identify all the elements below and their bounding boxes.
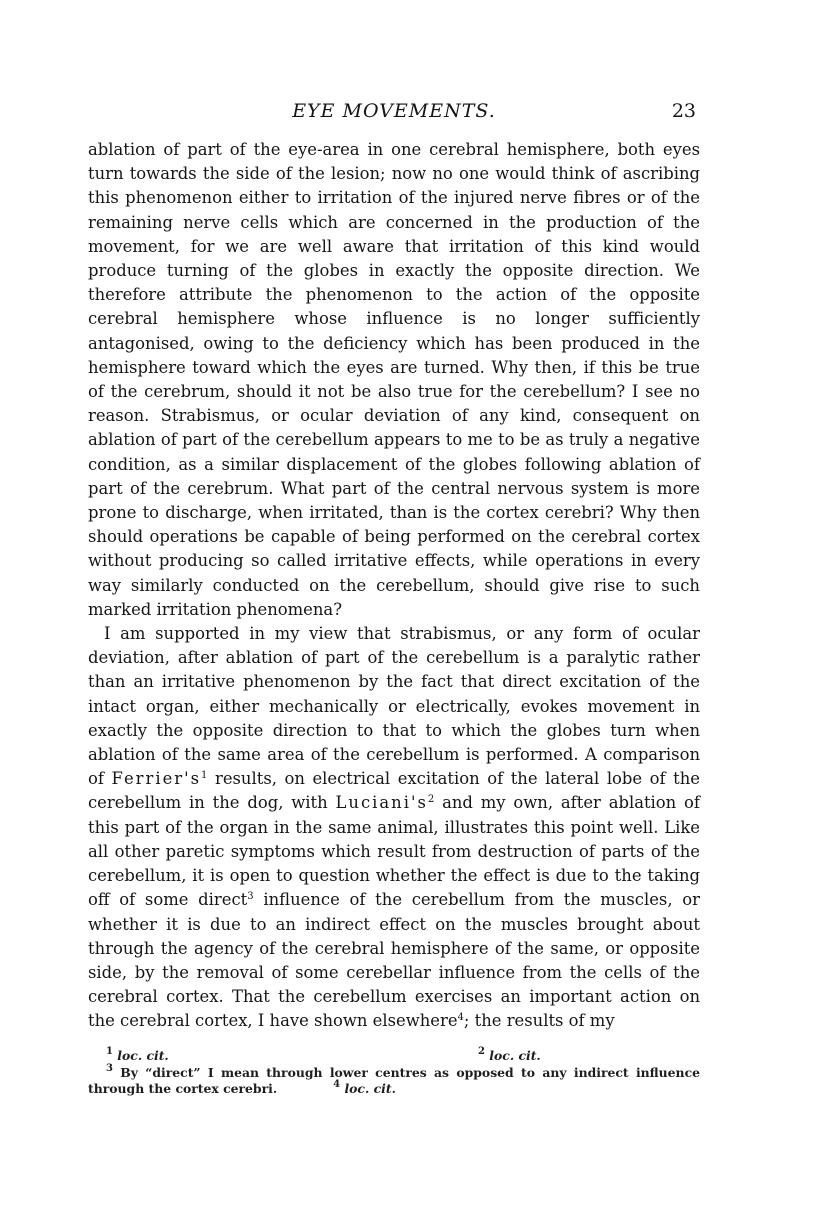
- footnote-ref-3: 3: [247, 891, 254, 903]
- author-ferrier: Ferrier's: [111, 769, 202, 789]
- footnote-marker-4: 4: [333, 1078, 341, 1090]
- running-title: EYE MOVEMENTS.: [292, 100, 496, 122]
- footnote-marker-2: 2: [478, 1045, 485, 1057]
- paragraph-2: [88, 622, 700, 1033]
- footnote-marker-1: 1: [106, 1045, 113, 1057]
- footnote-2-text: loc. cit.: [489, 1047, 541, 1063]
- footnote-ref-2: 2: [427, 794, 435, 806]
- paragraph-2-text-2: results, on electrical excitation of the lateral lobe of the cerebellum in the dog, with: [88, 769, 700, 813]
- footnote-3: [88, 1062, 700, 1097]
- footnote-4: [333, 1078, 396, 1096]
- page-number: 23: [671, 100, 696, 122]
- footnote-1: [106, 1045, 169, 1064]
- paragraph-2-text-5: ; the results of my: [463, 1011, 615, 1031]
- running-head: [88, 96, 700, 126]
- footnote-2: [478, 1045, 541, 1064]
- paragraph-2-text-4: influence of the cerebellum from the muscles, or whether it is due to an indirect effect on the muscles brought about through the agency of the cerebral hemisphere of the same, or opposite side, by the removal of some cerebellar influence from the cells of the cerebral cortex. That the cerebellum exercises an important action on the cerebral cortex, I have shown elsewhere: [88, 890, 700, 1031]
- footnote-4-text: loc. cit.: [344, 1080, 396, 1096]
- footnote-3-text: By “direct” I mean through lower centres as opposed to any indirect influence through the cortex cerebri.: [88, 1064, 700, 1096]
- body-text: [88, 138, 700, 1034]
- footnote-ref-1: 1: [201, 770, 208, 782]
- paragraph-2-text-1: I am supported in my view that strabismus, or any form of ocular deviation, after ablation of part of the cerebellum is a paralytic rather than an irritative phenomenon by the fact that direct excitation of the intact organ, either mechanically or electrically, evokes movement in exactly the opposite direction to that to which the globes turn when ablation of the same area of the cerebellum is performed. A comparison of: [88, 624, 700, 789]
- book-page: [88, 96, 700, 1097]
- footnote-marker-3: 3: [106, 1062, 113, 1074]
- footnote-ref-4: 4: [457, 1012, 464, 1024]
- footnote-row-1-2: [88, 1045, 700, 1065]
- paragraph-1: ablation of part of the eye-area in one cerebral hemisphere, both eyes turn towards the side of the lesion; now no one would think of ascribing this phenomenon either to irritation of the injured nerve fibres or of the remaining nerve cells which are concerned in the production of the movement, for we are well aware that irritation of this kind would produce turning of the globes in exactly the opposite direction. We therefore attribute the phenomenon to the action of the opposite cerebral hemisphere whose influence is no longer sufficiently antagonised, owing to the deficiency which has been produced in the hemisphere toward which the eyes are turned. Why then, if this be true of the cerebrum, should it not be also true for the cerebellum? I see no reason. Strabismus, or ocular deviation of any kind, consequent on ablation of part of the cerebellum appears to me to be as truly a negative condition, as a similar displacement of the globes following ablation of part of the cerebrum. What part of the central nervous system is more prone to discharge, when irritated, than is the cortex cerebri? Why then should operations be capable of being performed on the cerebral cortex without producing so called irritative effects, while operations in every way similarly conducted on the cerebellum, should give rise to such marked irritation phenomena?: [88, 140, 700, 619]
- footnotes: [88, 1045, 700, 1097]
- paragraph-2-text-3: and my own, after ablation of this part of the organ in the same animal, illustrates this point well. Like all other paretic symptoms which result from destruction of parts of the cerebellum, it is open to question whether the effect is due to the taking off of some direct: [88, 793, 700, 910]
- author-luciani: Luciani's: [335, 793, 428, 813]
- footnote-1-text: loc. cit.: [117, 1047, 169, 1063]
